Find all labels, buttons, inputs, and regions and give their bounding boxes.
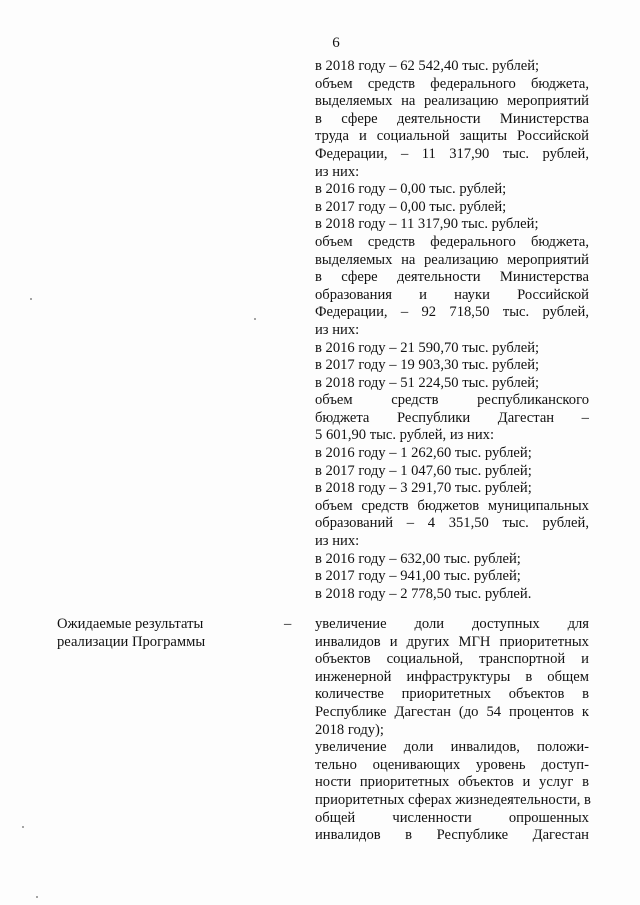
financing-line: Федерации, – 92 718,50 тыс. рублей, (315, 304, 589, 321)
financing-line: в сфере деятельности Министерства (315, 269, 589, 286)
scan-speck (22, 826, 24, 828)
financing-line: в 2017 году – 1 047,60 тыс. рублей; (315, 462, 532, 479)
financing-line: в 2017 году – 0,00 тыс. рублей; (315, 198, 507, 215)
scan-speck (36, 896, 38, 898)
financing-line: в 2017 году – 19 903,30 тыс. рублей; (315, 357, 540, 374)
financing-line: Федерации, – 11 317,90 тыс. рублей, (315, 145, 589, 162)
results-line: количестве приоритетных объектов в (315, 686, 589, 703)
financing-line: выделяемых на реализацию мероприятий (315, 251, 589, 268)
financing-line: в 2016 году – 632,00 тыс. рублей; (315, 550, 521, 567)
financing-line: в 2018 году – 11 317,90 тыс. рублей; (315, 216, 539, 233)
results-line: объектов социальной, транспортной и (315, 651, 589, 668)
financing-line: образований – 4 351,50 тыс. рублей, (315, 515, 589, 532)
financing-line: в 2016 году – 0,00 тыс. рублей; (315, 181, 507, 198)
results-line: инженерной инфраструктуры в общем (315, 668, 589, 685)
results-line: ности приоритетных объектов и услуг в (315, 774, 589, 791)
results-line: увеличение доли доступных для (315, 616, 589, 632)
results-line: Республике Дагестан (до 54 процентов к (315, 703, 589, 720)
financing-line: из них: (315, 533, 360, 550)
financing-line: в 2018 году – 3 291,70 тыс. рублей; (315, 480, 532, 497)
results-line: увеличение доли инвалидов, положи- (315, 739, 589, 756)
financing-line: труда и социальной защиты Российской (315, 128, 589, 145)
results-line: приоритетных сферах жизнедеятельности, в (315, 791, 591, 808)
results-line: общей численности опрошенных (315, 809, 589, 826)
results-line: тельно оценивающих уровень доступ- (315, 756, 589, 773)
scan-speck (30, 298, 32, 300)
results-line: 2018 году); (315, 721, 384, 738)
scan-speck (254, 318, 256, 320)
financing-line: в 2016 году – 21 590,70 тыс. рублей; (315, 339, 540, 356)
results-line: инвалидов и других МГН приоритетных (315, 633, 589, 650)
financing-line: в 2018 году – 51 224,50 тыс. рублей; (315, 374, 540, 391)
financing-line: выделяемых на реализацию мероприятий (315, 93, 589, 110)
financing-line: объем средств бюджетов муниципальных (315, 497, 589, 514)
financing-text-block (315, 58, 589, 603)
financing-line: в сфере деятельности Министерства (315, 110, 589, 127)
financing-line: в 2016 году – 1 262,60 тыс. рублей; (315, 445, 532, 462)
financing-line: объем средств федерального бюджета, (315, 75, 589, 92)
financing-line: объем средств федерального бюджета, (315, 233, 589, 250)
label-line: Ожидаемые результаты (57, 616, 204, 632)
financing-line: в 2018 году – 2 778,50 тыс. рублей. (315, 585, 532, 602)
financing-line: в 2017 году – 941,00 тыс. рублей; (315, 568, 521, 585)
financing-line: из них: (315, 321, 360, 338)
separator-dash: – (284, 616, 292, 632)
financing-line: образования и науки Российской (315, 286, 589, 303)
expected-results-label (57, 616, 257, 651)
label-line: реализации Программы (57, 633, 206, 650)
financing-line: в 2018 году – 62 542,40 тыс. рублей; (315, 58, 540, 74)
financing-line: из них: (315, 163, 360, 180)
financing-line: 5 601,90 тыс. рублей, из них: (315, 427, 495, 444)
financing-line: объем средств республиканского (315, 392, 589, 409)
results-line: инвалидов в Республике Дагестан (315, 827, 589, 844)
financing-line: бюджета Республики Дагестан – (315, 409, 589, 426)
expected-results-text-block (315, 616, 589, 845)
page-number: 6 (332, 35, 340, 51)
